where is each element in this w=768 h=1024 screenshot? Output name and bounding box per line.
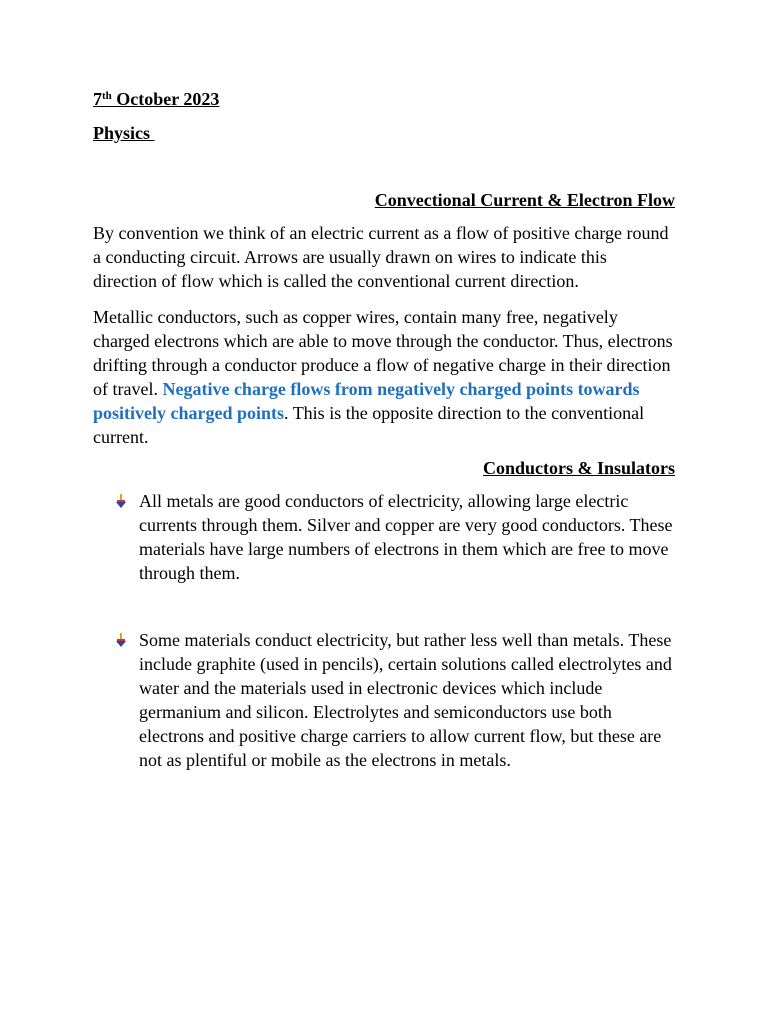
document-date [93, 88, 675, 110]
bullet-text: All metals are good conductors of electricity, allowing large electric currents through them. Silver and copper are very good conductors. These materials have large numbers of electrons in them which are free to move through them. [139, 491, 673, 583]
section-heading-conductors: Conductors & Insulators [482, 458, 675, 478]
paragraph-electron-flow-end: . This is the opposite direction to the conventional current. [93, 403, 645, 447]
subject-title: Physics [93, 123, 155, 143]
date-suffix: th [102, 90, 112, 102]
date-day: 7 [93, 89, 102, 109]
conductors-bullet-list [93, 489, 675, 772]
section-heading-current: Convectional Current & Electron Flow [374, 190, 675, 210]
paragraph-electron-flow-start: Metallic conductors, such as copper wires, contain many free, negatively charged electrons which are able to move through the conductor. Thus, electrons drifting through a conductor produce a flow of negative charge in their direction of travel. [93, 307, 673, 399]
paragraph-conventional-current: By convention we think of an electric current as a flow of positive charge round a conducting circuit. Arrows are usually drawn on wires to indicate this direction of flow which is called the conventional current direction. [93, 223, 669, 291]
arrow-bullet-icon [115, 494, 127, 508]
highlighted-statement: Negative charge flows from negatively charged points towards positively charged points [93, 379, 640, 423]
document-page [93, 88, 675, 772]
paragraph-electron-flow [93, 305, 675, 449]
list-item [93, 628, 675, 772]
date-rest: October 2023 [111, 89, 220, 109]
bullet-text: Some materials conduct electricity, but rather less well than metals. These include graphite (used in pencils), certain solutions called electrolytes and water and the materials used in electronic devices which include germanium and silicon. Electrolytes and semiconductors use both electrons and positive charge carriers to allow current flow, but these are not as plentiful or mobile as the electrons in metals. [139, 630, 672, 770]
list-item [93, 489, 675, 585]
arrow-bullet-icon [115, 633, 127, 647]
